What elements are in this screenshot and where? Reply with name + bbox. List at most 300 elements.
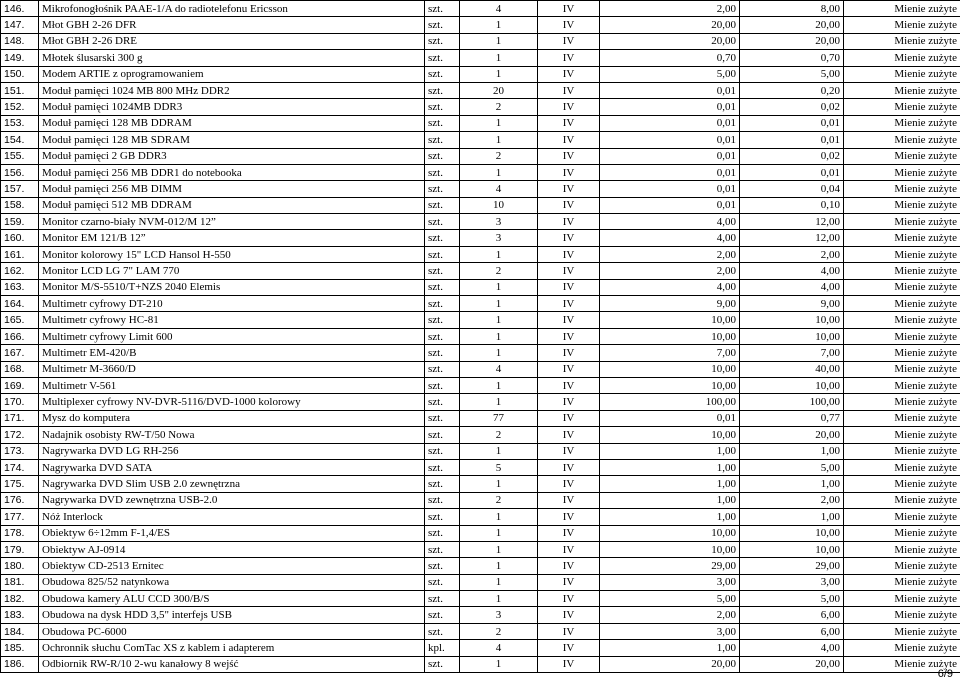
item-unit-price: 1,00 (600, 476, 740, 492)
item-status: Mienie zużyte (844, 312, 960, 328)
item-name: Obudowa na dysk HDD 3,5" interfejs USB (39, 607, 425, 623)
item-status: Mienie zużyte (844, 558, 960, 574)
item-unit-price: 5,00 (600, 66, 740, 82)
table-row (1, 623, 960, 639)
item-quantity: 1 (460, 656, 538, 672)
item-unit: szt. (425, 394, 460, 410)
item-quantity: 3 (460, 230, 538, 246)
item-unit-price: 0,01 (600, 99, 740, 115)
table-row (1, 640, 960, 656)
item-quantity: 1 (460, 525, 538, 541)
item-number: 148. (1, 33, 39, 49)
item-quantity: 1 (460, 66, 538, 82)
item-total-value: 4,00 (740, 263, 844, 279)
item-class: IV (538, 66, 600, 82)
item-unit: szt. (425, 607, 460, 623)
item-total-value: 5,00 (740, 591, 844, 607)
item-unit: szt. (425, 66, 460, 82)
item-quantity: 20 (460, 82, 538, 98)
item-name: Monitor LCD LG 7" LAM 770 (39, 263, 425, 279)
table-row (1, 410, 960, 426)
item-unit-price: 29,00 (600, 558, 740, 574)
item-class: IV (538, 656, 600, 672)
item-unit: szt. (425, 1, 460, 17)
table-row (1, 591, 960, 607)
table-row (1, 345, 960, 361)
item-class: IV (538, 410, 600, 426)
item-class: IV (538, 509, 600, 525)
item-number: 175. (1, 476, 39, 492)
item-name: Młot GBH 2-26 DRE (39, 33, 425, 49)
item-unit-price: 5,00 (600, 591, 740, 607)
item-status: Mienie zużyte (844, 509, 960, 525)
item-total-value: 12,00 (740, 230, 844, 246)
item-unit: szt. (425, 459, 460, 475)
item-quantity: 2 (460, 427, 538, 443)
item-unit: szt. (425, 509, 460, 525)
item-unit: szt. (425, 296, 460, 312)
item-number: 151. (1, 82, 39, 98)
item-number: 157. (1, 181, 39, 197)
item-number: 165. (1, 312, 39, 328)
item-unit: szt. (425, 443, 460, 459)
item-unit-price: 0,01 (600, 132, 740, 148)
item-total-value: 0,02 (740, 148, 844, 164)
item-number: 174. (1, 459, 39, 475)
item-class: IV (538, 132, 600, 148)
item-unit-price: 100,00 (600, 394, 740, 410)
item-number: 170. (1, 394, 39, 410)
table-row (1, 459, 960, 475)
item-unit: szt. (425, 279, 460, 295)
item-status: Mienie zużyte (844, 1, 960, 17)
table-row (1, 148, 960, 164)
item-number: 156. (1, 164, 39, 180)
item-name: Nagrywarka DVD zewnętrzna USB-2.0 (39, 492, 425, 508)
item-name: Moduł pamięci 128 MB DDRAM (39, 115, 425, 131)
item-quantity: 1 (460, 279, 538, 295)
item-class: IV (538, 361, 600, 377)
item-unit-price: 0,01 (600, 181, 740, 197)
item-unit: szt. (425, 50, 460, 66)
item-class: IV (538, 115, 600, 131)
item-total-value: 100,00 (740, 394, 844, 410)
item-number: 160. (1, 230, 39, 246)
item-status: Mienie zużyte (844, 361, 960, 377)
item-unit: szt. (425, 541, 460, 557)
item-unit-price: 3,00 (600, 574, 740, 590)
item-number: 179. (1, 541, 39, 557)
item-class: IV (538, 492, 600, 508)
item-name: Nagrywarka DVD LG RH-256 (39, 443, 425, 459)
item-name: Obudowa 825/52 natynkowa (39, 574, 425, 590)
item-number: 155. (1, 148, 39, 164)
item-quantity: 1 (460, 132, 538, 148)
item-class: IV (538, 574, 600, 590)
item-unit: szt. (425, 197, 460, 213)
item-class: IV (538, 591, 600, 607)
table-row (1, 558, 960, 574)
item-class: IV (538, 443, 600, 459)
item-name: Multimetr EM-420/B (39, 345, 425, 361)
item-number: 162. (1, 263, 39, 279)
item-name: Moduł pamięci 256 MB DIMM (39, 181, 425, 197)
item-total-value: 0,20 (740, 82, 844, 98)
item-status: Mienie zużyte (844, 66, 960, 82)
item-class: IV (538, 459, 600, 475)
item-total-value: 10,00 (740, 525, 844, 541)
page-number: 6/9 (937, 668, 953, 680)
item-total-value: 10,00 (740, 328, 844, 344)
table-row (1, 492, 960, 508)
item-number: 183. (1, 607, 39, 623)
item-status: Mienie zużyte (844, 623, 960, 639)
item-status: Mienie zużyte (844, 82, 960, 98)
item-unit: szt. (425, 361, 460, 377)
item-total-value: 0,01 (740, 132, 844, 148)
item-status: Mienie zużyte (844, 132, 960, 148)
item-unit-price: 0,01 (600, 197, 740, 213)
item-quantity: 10 (460, 197, 538, 213)
item-class: IV (538, 33, 600, 49)
table-row (1, 476, 960, 492)
item-number: 178. (1, 525, 39, 541)
table-row (1, 181, 960, 197)
item-class: IV (538, 394, 600, 410)
table-row (1, 1, 960, 17)
item-status: Mienie zużyte (844, 656, 960, 672)
item-unit-price: 0,01 (600, 410, 740, 426)
item-class: IV (538, 312, 600, 328)
item-status: Mienie zużyte (844, 345, 960, 361)
item-total-value: 20,00 (740, 17, 844, 33)
item-total-value: 0,01 (740, 164, 844, 180)
table-row (1, 361, 960, 377)
item-number: 168. (1, 361, 39, 377)
item-class: IV (538, 427, 600, 443)
table-row (1, 164, 960, 180)
item-total-value: 10,00 (740, 312, 844, 328)
item-unit: szt. (425, 476, 460, 492)
item-name: Monitor M/S-5510/T+NZS 2040 Elemis (39, 279, 425, 295)
item-unit: szt. (425, 99, 460, 115)
item-unit: szt. (425, 656, 460, 672)
table-row (1, 328, 960, 344)
item-total-value: 12,00 (740, 214, 844, 230)
item-quantity: 1 (460, 377, 538, 393)
item-status: Mienie zużyte (844, 33, 960, 49)
item-unit-price: 1,00 (600, 443, 740, 459)
item-number: 150. (1, 66, 39, 82)
item-name: Obudowa PC-6000 (39, 623, 425, 639)
item-unit-price: 2,00 (600, 607, 740, 623)
item-status: Mienie zużyte (844, 640, 960, 656)
item-unit: szt. (425, 82, 460, 98)
item-quantity: 1 (460, 476, 538, 492)
item-unit-price: 0,01 (600, 82, 740, 98)
table-row (1, 279, 960, 295)
item-name: Multimetr cyfrowy DT-210 (39, 296, 425, 312)
item-quantity: 2 (460, 148, 538, 164)
item-total-value: 1,00 (740, 476, 844, 492)
item-class: IV (538, 181, 600, 197)
item-number: 158. (1, 197, 39, 213)
item-unit-price: 10,00 (600, 525, 740, 541)
item-name: Multimetr cyfrowy HC-81 (39, 312, 425, 328)
item-unit: szt. (425, 263, 460, 279)
table-row (1, 82, 960, 98)
item-status: Mienie zużyte (844, 230, 960, 246)
item-total-value: 1,00 (740, 443, 844, 459)
item-unit-price: 2,00 (600, 246, 740, 262)
table-row (1, 99, 960, 115)
item-quantity: 1 (460, 509, 538, 525)
item-quantity: 2 (460, 623, 538, 639)
item-name: Modem ARTIE z oprogramowaniem (39, 66, 425, 82)
item-unit-price: 0,01 (600, 115, 740, 131)
item-unit: szt. (425, 214, 460, 230)
item-quantity: 1 (460, 296, 538, 312)
item-unit-price: 7,00 (600, 345, 740, 361)
item-status: Mienie zużyte (844, 148, 960, 164)
table-row (1, 296, 960, 312)
item-unit-price: 10,00 (600, 427, 740, 443)
item-status: Mienie zużyte (844, 197, 960, 213)
item-class: IV (538, 197, 600, 213)
item-name: Multimetr M-3660/D (39, 361, 425, 377)
item-total-value: 29,00 (740, 558, 844, 574)
item-number: 166. (1, 328, 39, 344)
item-unit: szt. (425, 492, 460, 508)
item-name: Moduł pamięci 1024MB DDR3 (39, 99, 425, 115)
item-number: 164. (1, 296, 39, 312)
item-total-value: 1,00 (740, 509, 844, 525)
item-unit: szt. (425, 246, 460, 262)
item-number: 172. (1, 427, 39, 443)
item-name: Moduł pamięci 512 MB DDRAM (39, 197, 425, 213)
item-status: Mienie zużyte (844, 607, 960, 623)
item-name: Młotek ślusarski 300 g (39, 50, 425, 66)
item-class: IV (538, 263, 600, 279)
item-quantity: 1 (460, 312, 538, 328)
item-quantity: 1 (460, 246, 538, 262)
item-unit: szt. (425, 148, 460, 164)
item-quantity: 3 (460, 607, 538, 623)
table-row (1, 66, 960, 82)
item-number: 167. (1, 345, 39, 361)
table-row (1, 263, 960, 279)
item-total-value: 40,00 (740, 361, 844, 377)
item-class: IV (538, 623, 600, 639)
item-unit: szt. (425, 525, 460, 541)
item-unit-price: 20,00 (600, 17, 740, 33)
item-quantity: 4 (460, 361, 538, 377)
item-unit: szt. (425, 115, 460, 131)
item-class: IV (538, 640, 600, 656)
item-number: 181. (1, 574, 39, 590)
item-name: Moduł pamięci 1024 MB 800 MHz DDR2 (39, 82, 425, 98)
item-status: Mienie zużyte (844, 263, 960, 279)
item-name: Obiektyw CD-2513 Ernitec (39, 558, 425, 574)
table-row (1, 541, 960, 557)
item-unit: szt. (425, 33, 460, 49)
item-unit-price: 1,00 (600, 509, 740, 525)
item-total-value: 2,00 (740, 246, 844, 262)
item-total-value: 5,00 (740, 66, 844, 82)
item-quantity: 4 (460, 1, 538, 17)
item-total-value: 7,00 (740, 345, 844, 361)
item-class: IV (538, 345, 600, 361)
item-name: Nadajnik osobisty RW-T/50 Nowa (39, 427, 425, 443)
inventory-rows (1, 1, 960, 673)
item-total-value: 2,00 (740, 492, 844, 508)
table-row (1, 197, 960, 213)
item-status: Mienie zużyte (844, 214, 960, 230)
table-row (1, 377, 960, 393)
item-quantity: 5 (460, 459, 538, 475)
item-unit: szt. (425, 558, 460, 574)
item-unit: kpl. (425, 640, 460, 656)
table-row (1, 574, 960, 590)
item-unit: szt. (425, 623, 460, 639)
item-unit: szt. (425, 17, 460, 33)
item-unit: szt. (425, 410, 460, 426)
item-name: Obiektyw AJ-0914 (39, 541, 425, 557)
item-total-value: 3,00 (740, 574, 844, 590)
item-number: 146. (1, 1, 39, 17)
item-number: 185. (1, 640, 39, 656)
item-quantity: 1 (460, 394, 538, 410)
item-number: 180. (1, 558, 39, 574)
item-unit-price: 1,00 (600, 492, 740, 508)
item-status: Mienie zużyte (844, 328, 960, 344)
item-total-value: 20,00 (740, 33, 844, 49)
table-row (1, 246, 960, 262)
item-quantity: 1 (460, 443, 538, 459)
item-class: IV (538, 279, 600, 295)
item-number: 169. (1, 377, 39, 393)
item-name: Mysz do komputera (39, 410, 425, 426)
item-class: IV (538, 50, 600, 66)
item-unit: szt. (425, 591, 460, 607)
item-status: Mienie zużyte (844, 99, 960, 115)
item-status: Mienie zużyte (844, 50, 960, 66)
item-name: Ochronnik słuchu ComTac XS z kablem i adapterem (39, 640, 425, 656)
item-quantity: 4 (460, 181, 538, 197)
item-number: 149. (1, 50, 39, 66)
item-quantity: 1 (460, 33, 538, 49)
item-status: Mienie zużyte (844, 541, 960, 557)
table-row (1, 525, 960, 541)
item-status: Mienie zużyte (844, 394, 960, 410)
item-unit: szt. (425, 230, 460, 246)
table-row (1, 115, 960, 131)
item-unit-price: 1,00 (600, 640, 740, 656)
item-name: Obudowa kamery ALU CCD 300/B/S (39, 591, 425, 607)
item-total-value: 20,00 (740, 427, 844, 443)
item-number: 152. (1, 99, 39, 115)
item-class: IV (538, 230, 600, 246)
item-number: 173. (1, 443, 39, 459)
item-total-value: 0,70 (740, 50, 844, 66)
item-number: 153. (1, 115, 39, 131)
item-name: Multimetr cyfrowy Limit 600 (39, 328, 425, 344)
item-status: Mienie zużyte (844, 476, 960, 492)
item-class: IV (538, 99, 600, 115)
item-status: Mienie zużyte (844, 591, 960, 607)
item-class: IV (538, 296, 600, 312)
item-total-value: 8,00 (740, 1, 844, 17)
item-status: Mienie zużyte (844, 410, 960, 426)
item-total-value: 0,04 (740, 181, 844, 197)
item-quantity: 77 (460, 410, 538, 426)
table-row (1, 230, 960, 246)
item-status: Mienie zużyte (844, 574, 960, 590)
item-name: Obiektyw 6÷12mm F-1,4/ES (39, 525, 425, 541)
item-total-value: 10,00 (740, 541, 844, 557)
item-unit-price: 0,70 (600, 50, 740, 66)
item-status: Mienie zużyte (844, 181, 960, 197)
item-number: 182. (1, 591, 39, 607)
table-row (1, 132, 960, 148)
item-name: Multiplexer cyfrowy NV-DVR-5116/DVD-1000 kolorowy (39, 394, 425, 410)
item-number: 177. (1, 509, 39, 525)
item-name: Mikrofonogłośnik PAAE-1/A do radiotelefonu Ericsson (39, 1, 425, 17)
item-unit-price: 20,00 (600, 656, 740, 672)
item-unit: szt. (425, 312, 460, 328)
table-row (1, 509, 960, 525)
item-number: 176. (1, 492, 39, 508)
item-number: 161. (1, 246, 39, 262)
item-class: IV (538, 525, 600, 541)
item-total-value: 9,00 (740, 296, 844, 312)
item-quantity: 1 (460, 345, 538, 361)
item-class: IV (538, 164, 600, 180)
item-class: IV (538, 214, 600, 230)
item-quantity: 4 (460, 640, 538, 656)
item-class: IV (538, 607, 600, 623)
item-class: IV (538, 246, 600, 262)
item-quantity: 2 (460, 263, 538, 279)
item-total-value: 0,01 (740, 115, 844, 131)
item-quantity: 1 (460, 574, 538, 590)
item-unit-price: 20,00 (600, 33, 740, 49)
item-number: 186. (1, 656, 39, 672)
item-class: IV (538, 476, 600, 492)
item-quantity: 2 (460, 492, 538, 508)
item-quantity: 1 (460, 115, 538, 131)
item-name: Nagrywarka DVD Slim USB 2.0 zewnętrzna (39, 476, 425, 492)
item-class: IV (538, 1, 600, 17)
item-unit-price: 3,00 (600, 623, 740, 639)
item-unit: szt. (425, 574, 460, 590)
item-number: 159. (1, 214, 39, 230)
item-total-value: 6,00 (740, 623, 844, 639)
item-unit-price: 9,00 (600, 296, 740, 312)
item-quantity: 1 (460, 541, 538, 557)
item-unit-price: 10,00 (600, 328, 740, 344)
item-total-value: 4,00 (740, 279, 844, 295)
item-quantity: 2 (460, 99, 538, 115)
item-status: Mienie zużyte (844, 296, 960, 312)
table-row (1, 443, 960, 459)
item-name: Odbiornik RW-R/10 2-wu kanałowy 8 wejść (39, 656, 425, 672)
item-unit: szt. (425, 164, 460, 180)
table-row (1, 607, 960, 623)
table-row (1, 394, 960, 410)
item-name: Moduł pamięci 128 MB SDRAM (39, 132, 425, 148)
item-total-value: 0,10 (740, 197, 844, 213)
